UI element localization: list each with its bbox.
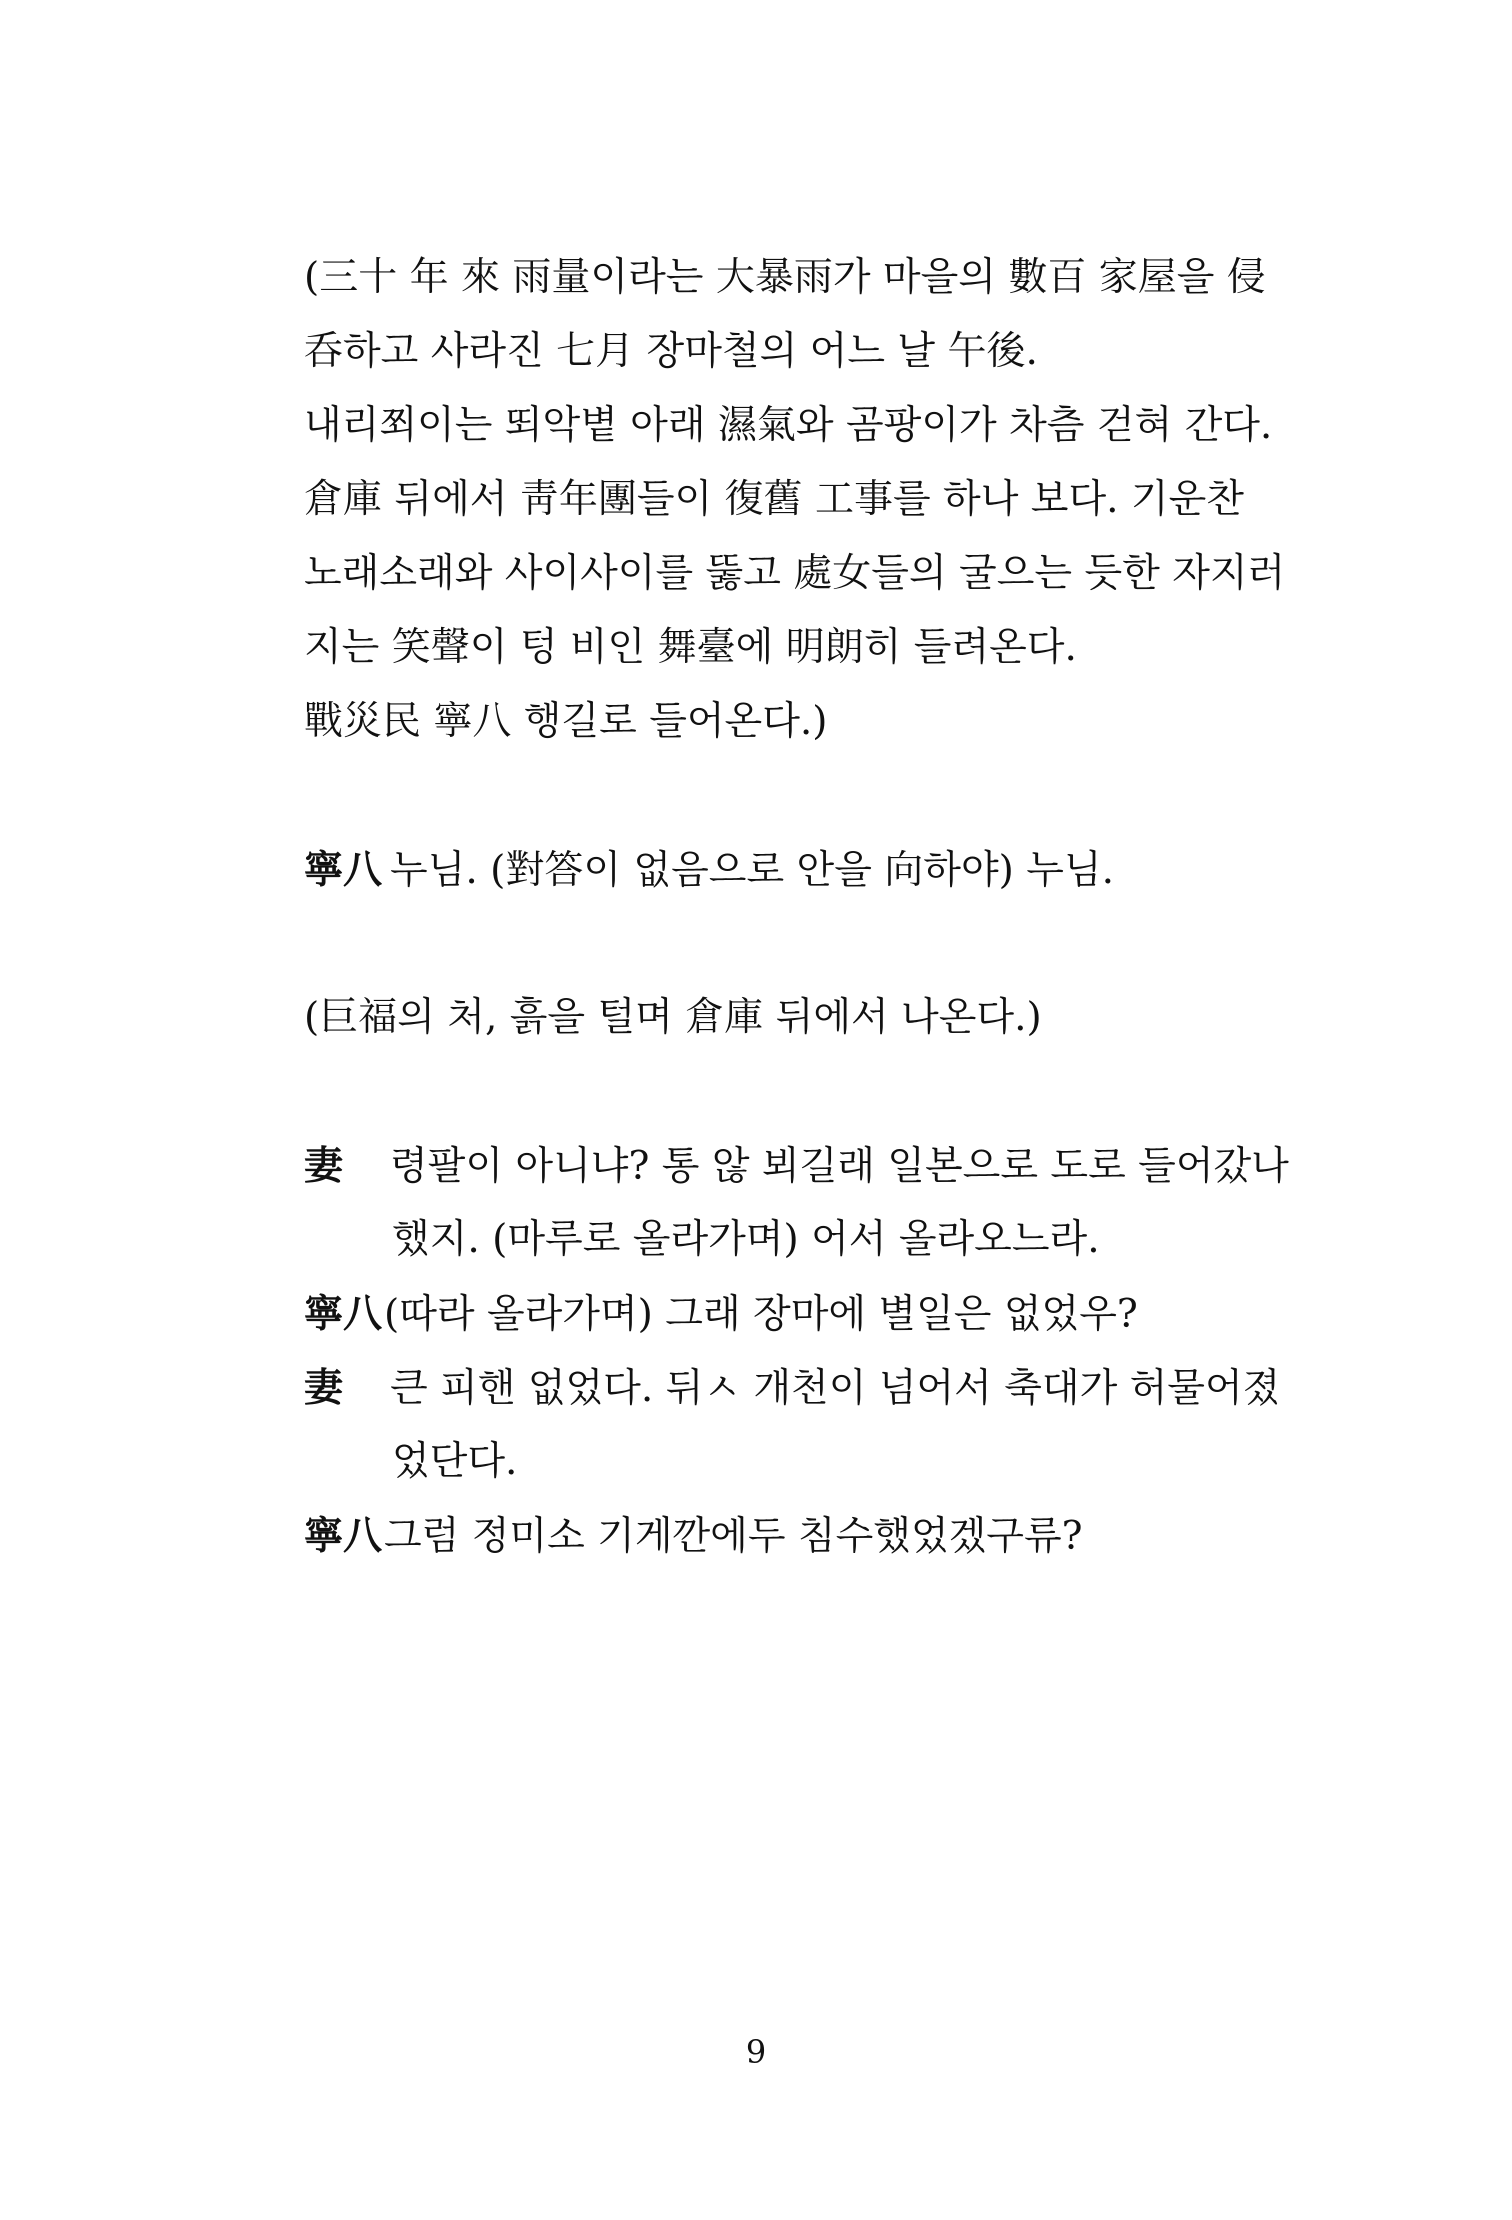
stage-direction-line: (巨福의 처, 흙을 털며 倉庫 뒤에서 나온다.) (304, 995, 1042, 1040)
dialogue-line (304, 840, 1114, 901)
dialogue-line (304, 1136, 1289, 1197)
page-number: 9 (745, 2033, 767, 2071)
dialogue-continuation: 했지. (마루로 올라가며) 어서 올라오느라. (392, 1217, 1100, 1262)
stage-direction-line: 지는 笑聲이 텅 비인 舞臺에 明朗히 들려온다. (304, 625, 1077, 670)
speaker-name: 妻 (304, 1365, 344, 1411)
dialogue-line (304, 1358, 1280, 1419)
dialogue-text: 큰 피핸 없었다. 뒤ㅅ 개천이 넘어서 축대가 허물어졌 (390, 1366, 1281, 1411)
dialogue-continuation: 었단다. (392, 1439, 518, 1484)
speaker-name: 寧八 (304, 1291, 383, 1337)
speaker-name: 妻 (304, 1143, 344, 1189)
dialogue-text: 누님. (對答이 없음으로 안을 向하야) 누님. (390, 848, 1114, 893)
dialogue-text: (따라 올라가며) 그래 장마에 별일은 없었우? (384, 1292, 1138, 1337)
stage-direction-line: 呑하고 사라진 七月 장마철의 어느 날 午後. (304, 329, 1038, 374)
dialogue-text: 령팔이 아니냐? 통 않 뵈길래 일본으로 도로 들어갔나 (390, 1144, 1289, 1189)
stage-direction-line: 노래소래와 사이사이를 뚫고 處女들의 굴으는 듯한 자지러 (304, 551, 1286, 596)
speaker-name: 寧八 (304, 1513, 383, 1559)
stage-direction-line: 倉庫 뒤에서 靑年團들이 復舊 工事를 하나 보다. 기운찬 (304, 477, 1244, 522)
stage-direction-line: (三十 年 來 雨量이라는 大暴雨가 마을의 數百 家屋을 侵 (304, 255, 1266, 300)
speaker-name: 寧八 (304, 847, 383, 893)
dialogue-line (304, 1284, 1138, 1345)
dialogue-text: 그럼 정미소 기게깐에두 침수했었겠구류? (384, 1514, 1083, 1559)
stage-direction-line: 내리쬐이는 뙤악볕 아래 濕氣와 곰팡이가 차츰 걷혀 간다. (304, 403, 1273, 448)
stage-direction-line: 戰災民 寧八 행길로 들어온다.) (304, 699, 828, 744)
dialogue-line (304, 1506, 1083, 1567)
